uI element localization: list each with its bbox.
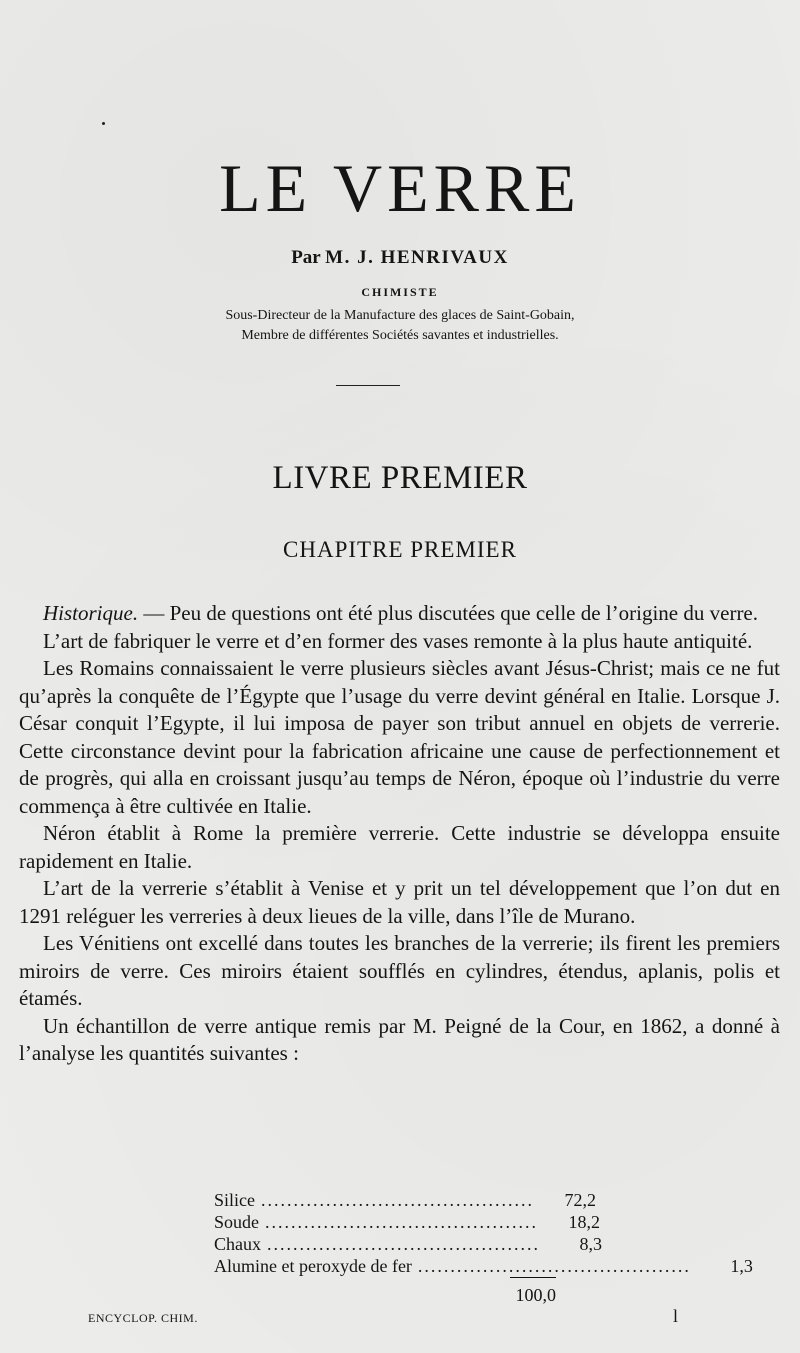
analysis-row [214,1211,600,1233]
author-affiliations [150,306,650,346]
book-heading: LIVRE PREMIER [272,460,528,496]
analysis-value: 1,3 [730,1256,753,1276]
paragraph: Néron établit à Rome la première verrerie. Cette industrie se développa ensuite rapidement en Italie. [19,821,780,873]
dot-leader: .......................................... [261,1190,534,1210]
paragraph: L’art de fabriquer le verre et d’en former des vases remonte à la plus haute antiquité. [43,628,753,653]
author-prefix: Par [291,247,321,268]
paragraph [19,600,780,628]
section-lead: Historique. [43,601,139,625]
analysis-label: Alumine et peroxyde de fer [214,1256,412,1276]
dot-leader: .......................................... [265,1212,538,1232]
analysis-row [214,1233,602,1255]
paragraph: L’art de la verrerie s’établit à Venise et y prit un tel développement que l’on dut en 1291 reléguer les verreries à deux lieues de la ville, dans l’île de Murano. [19,876,780,928]
author-role: CHIMISTE [361,285,439,299]
analysis-value: 72,2 [564,1190,596,1210]
chapter-heading: CHAPITRE PREMIER [283,537,517,562]
affiliation-line: Sous-Directeur de la Manufacture des glaces de Saint-Gobain, [225,308,575,323]
author-line [0,246,800,270]
analysis-value: 18,2 [568,1212,600,1232]
paragraph-text: — Peu de questions ont été plus discutées que celle de l’origine du verre. [138,601,759,625]
page-signature-mark: l [673,1306,679,1326]
paragraph: Les Romains connaissaient le verre plusieurs siècles avant Jésus-Christ; mais ce ne fut qu’après la conquête de l’Égypte que l’usage du verre devint général en Italie. Lorsque J. César conquit l’Egypte, il lui imposa de payer son tribut annuel en objets de verrerie. Cette circonstance devint pour la fabrication africaine une cause de perfectionnement et de progrès, qui alla en croissant jusqu’au temps de Néron, époque où l’industrie du verre commença à être cultivée en Italie. [19,656,780,818]
title-rule [336,385,400,386]
dot-leader: .......................................... [267,1234,540,1254]
analysis-value: 8,3 [579,1234,602,1254]
analysis-table [214,1189,753,1305]
analysis-total: 100,0 [515,1285,556,1305]
page-title: LE VERRE [219,150,581,226]
affiliation-line: Membre de différentes Sociétés savantes et industrielles. [241,328,559,343]
dot-leader: .......................................... [417,1256,691,1276]
paragraph: Les Vénitiens ont excellé dans toutes les branches de la verrerie; ils firent les premiers miroirs de verre. Ces miroirs étaient soufflés en cylindres, étendus, aplanis, polis et étamés. [19,931,780,1010]
analysis-row [214,1189,596,1211]
paragraph: Un échantillon de verre antique remis par M. Peigné de la Cour, en 1862, a donné à l’analyse les quantités suivantes : [19,1013,780,1065]
sum-rule [510,1277,556,1278]
analysis-row [214,1255,753,1277]
author-name: M. J. HENRIVAUX [325,247,509,268]
analysis-label: Chaux [214,1234,261,1254]
footer-signature: ENCYCLOP. CHIM. [88,1311,198,1325]
analysis-label: Soude [214,1212,259,1232]
analysis-label: Silice [214,1190,255,1210]
body-text [19,600,780,1068]
print-speck [102,122,105,125]
